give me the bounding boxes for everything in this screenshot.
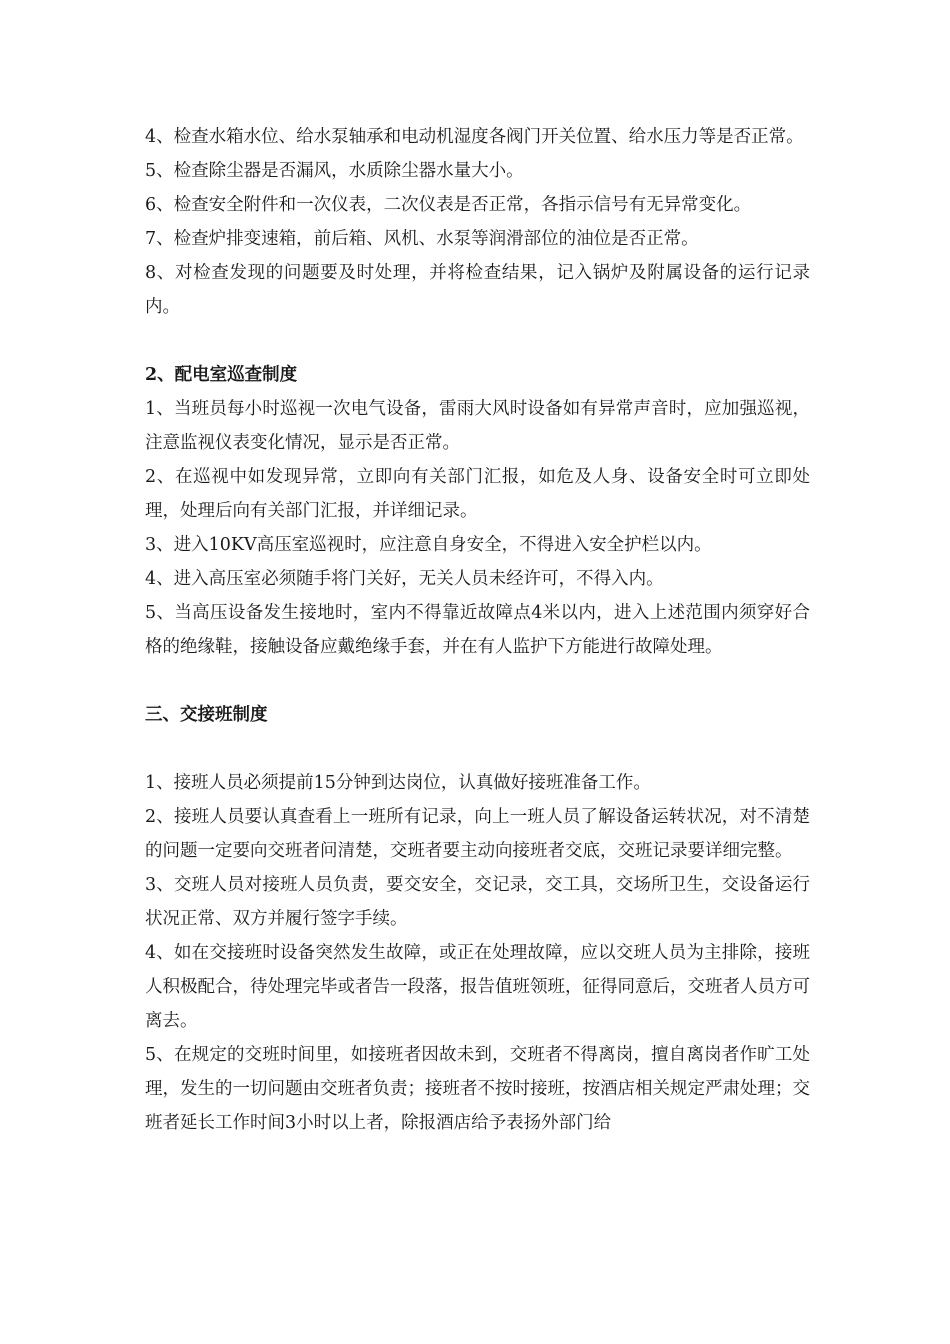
boiler-item-7: 7、检查炉排变速箱，前后箱、风机、水泵等润滑部位的油位是否正常。 (145, 229, 699, 249)
handover-item-2: 2、接班人员要认真查看上一班所有记录，向上一班人员了解设备运转状况，对不清楚的问题一定要向交班者问清楚，交班者要主动向接班者交底，交班记录要详细完整。 (145, 807, 810, 861)
power-room-item-2: 2、在巡视中如发现异常，立即向有关部门汇报，如危及人身、设备安全时可立即处理，处理后向有关部门汇报，并详细记录。 (145, 467, 810, 521)
boiler-item-6: 6、检查安全附件和一次仪表，二次仪表是否正常，各指示信号有无异常变化。 (145, 195, 752, 215)
handover-heading: 三、交接班制度 (145, 705, 268, 725)
boiler-check-section (145, 120, 810, 324)
power-room-section (145, 358, 810, 664)
section-spacer (145, 324, 810, 358)
boiler-item-4: 4、检查水箱水位、给水泵轴承和电动机湿度各阀门开关位置、给水压力等是否正常。 (145, 127, 804, 147)
handover-section (145, 698, 810, 1140)
handover-item-1: 1、接班人员必须提前15分钟到达岗位，认真做好接班准备工作。 (145, 773, 651, 793)
power-room-item-1: 1、当班员每小时巡视一次电气设备，雷雨大风时设备如有异常声音时，应加强巡视，注意监视仪表变化情况，显示是否正常。 (145, 399, 810, 453)
boiler-item-5: 5、检查除尘器是否漏风，水质除尘器水量大小。 (145, 161, 524, 181)
boiler-item-8: 8、对检查发现的问题要及时处理，并将检查结果，记入锅炉及附属设备的运行记录内。 (145, 263, 810, 317)
handover-item-3: 3、交班人员对接班人员负责，要交安全，交记录，交工具，交场所卫生，交设备运行状况正常、双方并履行签字手续。 (145, 875, 810, 929)
handover-item-4: 4、如在交接班时设备突然发生故障，或正在处理故障，应以交班人员为主排除，接班人积极配合，待处理完毕或者告一段落，报告值班领班，征得同意后，交班者人员方可离去。 (145, 943, 810, 1031)
power-room-item-5: 5、当高压设备发生接地时，室内不得靠近故障点4米以内，进入上述范围内须穿好合格的绝缘鞋，接触设备应戴绝缘手套，并在有人监护下方能进行故障处理。 (145, 603, 810, 657)
section-spacer (145, 664, 810, 698)
heading-spacer (145, 732, 810, 766)
power-room-item-4: 4、进入高压室必须随手将门关好，无关人员未经许可，不得入内。 (145, 569, 664, 589)
power-room-heading: 2、配电室巡查制度 (145, 365, 298, 385)
handover-item-5: 5、在规定的交班时间里，如接班者因故未到，交班者不得离岗，擅自离岗者作旷工处理，发生的一切问题由交班者负责；接班者不按时接班，按酒店相关规定严肃处理；交班者延长工作时间3小时以上者，除报酒店给予表扬外部门给 (145, 1045, 810, 1133)
power-room-item-3: 3、进入10KV高压室巡视时，应注意自身安全，不得进入安全护栏以内。 (145, 535, 712, 555)
document-page (145, 120, 810, 1140)
